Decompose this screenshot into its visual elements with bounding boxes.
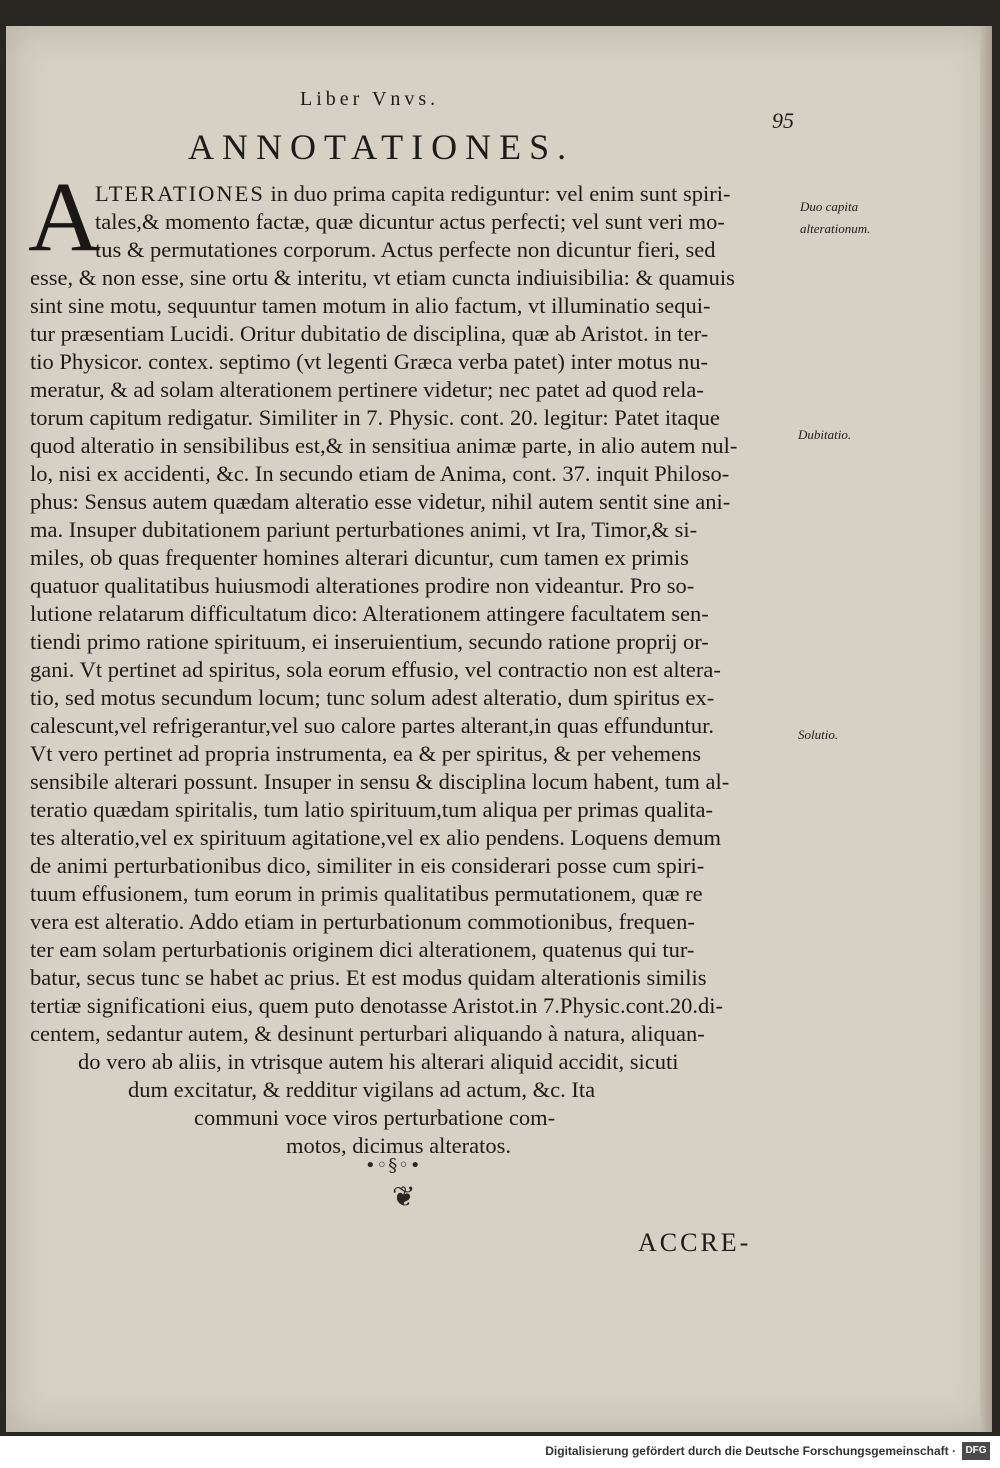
text-line: quatuor qualitatibus huiusmodi alterationes prodire non videantur. Pro so- xyxy=(30,573,695,598)
text-line: teratio quædam spiritalis, tum latio spirituum,tum aliqua per primas qualita- xyxy=(30,797,713,822)
text-line: gani. Vt pertinet ad spiritus, sola eorum effusio, vel contractio non est altera- xyxy=(30,657,721,682)
margin-note-duo-capita: Duo capita alterationum. xyxy=(800,199,871,236)
text-line: communi voce viros perturbatione com- xyxy=(194,1105,556,1130)
text-line: batur, secus tunc se habet ac prius. Et est modus quidam alterationis similis xyxy=(30,965,707,990)
text-line: motos, dicimus alteratos. xyxy=(286,1133,511,1158)
text-line: Vt vero pertinet ad propria instrumenta, ea & per spiritus, & per vehemens xyxy=(30,741,702,766)
running-head: Liber Vnvs. xyxy=(300,88,440,110)
section-heading: ANNOTATIONES. xyxy=(188,127,575,167)
text-line: esse, & non esse, sine ortu & interitu, vt etiam cuncta indiuisibilia: & quamuis xyxy=(30,265,735,290)
text-line: meratur, & ad solam alterationem pertinere videtur; nec patet ad quod rela- xyxy=(30,377,704,402)
margin-note-dubitatio: Dubitatio. xyxy=(798,427,852,442)
folio-number: 95 xyxy=(772,108,794,133)
catchword: ACCRE- xyxy=(638,1228,752,1257)
text-line: tur præsentiam Lucidi. Oritur dubitatio de disciplina, quæ ab Aristot. in ter- xyxy=(30,321,709,346)
dfg-logo: DFG xyxy=(962,1442,990,1460)
text-line: phus: Sensus autem quædam alteratio esse videtur, nihil autem sentit sine ani- xyxy=(30,489,731,514)
text-line: lo, nisi ex accidenti, &c. In secundo etiam de Anima, cont. 37. inquit Philoso- xyxy=(30,461,730,486)
funding-credit: Digitalisierung gefördert durch die Deutsche Forschungsgemeinschaft · xyxy=(545,1444,956,1458)
text-line: lutione relatarum difficultatum dico: Alterationem attingere facultatem sen- xyxy=(30,601,709,626)
text-line: quod alteratio in sensibilibus est,& in sensitiua animæ parte, in alio autem nul- xyxy=(30,433,738,458)
text-line: do vero ab aliis, in vtrisque autem his alterari aliquid accidit, sicuti xyxy=(78,1049,679,1074)
text-line: dum excitatur, & redditur vigilans ad actum, &c. Ita xyxy=(128,1077,596,1102)
text-line: tio Physicor. contex. septimo (vt legenti Græca verba patet) inter motus nu- xyxy=(30,349,708,374)
text-line: ter eam solam perturbationis originem dici alterationem, quatenus qui tur- xyxy=(30,937,695,962)
text-line: tes alteratio,vel ex spirituum agitatione,vel ex alio pendens. Loquens demum xyxy=(30,825,722,850)
text-line: miles, ob quas frequenter homines alterari dicuntur, cum tamen ex primis xyxy=(30,545,689,570)
text-line: sensibile alterari possunt. Insuper in sensu & disciplina locum habent, tum al- xyxy=(30,769,730,794)
text-line: tuum effusionem, tum eorum in primis qualitatibus permutationem, quæ re xyxy=(30,881,703,906)
footer-bar xyxy=(0,1436,1000,1468)
margin-note-solutio: Solutio. xyxy=(798,727,839,742)
text-line: calescunt,vel refrigerantur,vel suo calore partes alterant,in quas effunduntur. xyxy=(30,713,715,738)
ornament-flower: ❦ xyxy=(392,1180,416,1213)
first-line-lead: LTERATIONES xyxy=(95,181,265,206)
text-line: tio, sed motus secundum locum; tunc solum adest alteratio, dum spiritus ex- xyxy=(30,685,715,710)
text-line: torum capitum redigatur. Similiter in 7. Physic. cont. 20. legitur: Patet itaque xyxy=(30,405,720,430)
text-line: tertiæ significationi eius, quem puto denotasse Aristot.in 7.Physic.cont.20.di- xyxy=(30,993,724,1018)
text-line: vera est alteratio. Addo etiam in perturbationum commotionibus, frequen- xyxy=(30,909,695,934)
text-line: tales,& momento factæ, quæ dicuntur actus perfecti; vel sunt veri mo- xyxy=(95,209,725,234)
text-line: sint sine motu, sequuntur tamen motum in alio factum, vt illuminatio sequi- xyxy=(30,293,711,318)
text-line: de animi perturbationibus dico, similiter in eis considerari posse cum spiri- xyxy=(30,853,705,878)
ornament-fleuron: •◦§◦• xyxy=(365,1155,422,1176)
text-line: LTERATIONES in duo prima capita rediguntur: vel enim sunt spiri- xyxy=(95,181,731,206)
text-line: tiendi primo ratione spirituum, ei inseruientium, secundo ratione proprij or- xyxy=(30,629,709,654)
text-line: tus & permutationes corporum. Actus perfecte non dicuntur fieri, sed xyxy=(95,237,716,262)
text-line: ma. Insuper dubitationem pariunt perturbationes animi, vt Ira, Timor,& si- xyxy=(30,517,698,542)
text-line: centem, sedantur autem, & desinunt perturbari aliquando à natura, aliquan- xyxy=(30,1021,705,1046)
drop-cap: A xyxy=(28,161,101,272)
page-edge xyxy=(980,26,992,1432)
